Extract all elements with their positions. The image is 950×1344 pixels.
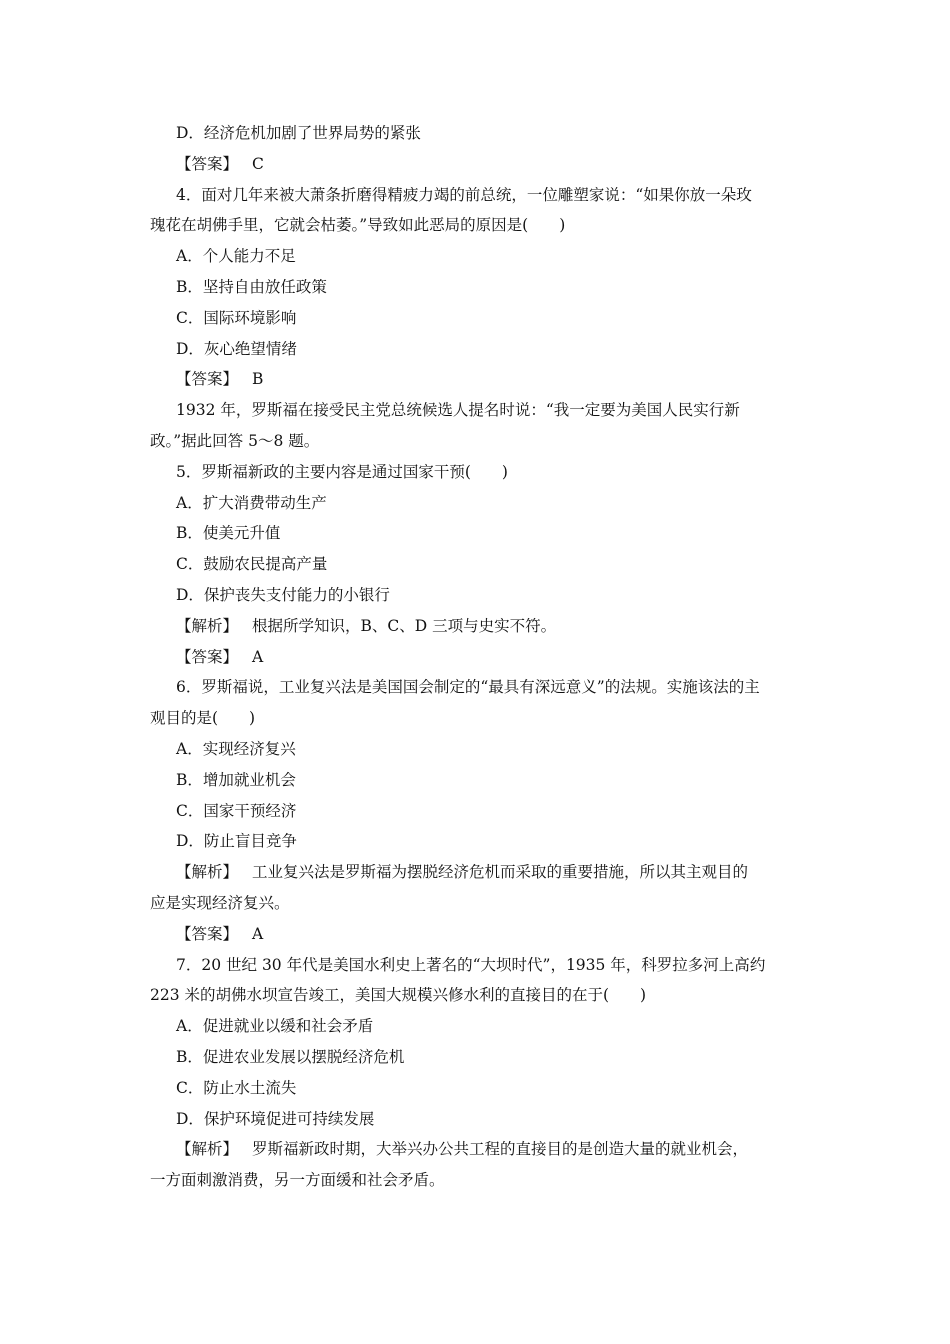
question-4-continuation: 瑰花在胡佛手里，它就会枯萎。”导致如此恶局的原因是( ) bbox=[150, 216, 566, 235]
question-4-line: 4．面对几年来被大萧条折磨得精疲力竭的前总统，一位雕塑家说：“如果你放一朵玫 bbox=[176, 185, 752, 204]
question-5-line: 5．罗斯福新政的主要内容是通过国家干预( ) bbox=[176, 462, 508, 481]
document-page bbox=[0, 118, 950, 1196]
option-line: D．保护丧失支付能力的小银行 bbox=[176, 585, 390, 604]
material-line: 1932 年，罗斯福在接受民主党总统候选人提名时说：“我一定要为美国人民实行新 bbox=[176, 401, 740, 420]
option-line: B．坚持自由放任政策 bbox=[176, 277, 327, 296]
option-line: D．保护环境促进可持续发展 bbox=[176, 1109, 375, 1128]
answer-tag: 【答案】 bbox=[176, 370, 239, 389]
question-6-line: 6．罗斯福说，工业复兴法是美国国会制定的“最具有深远意义”的法规。实施该法的主 bbox=[176, 678, 760, 697]
analysis-continuation: 应是实现经济复兴。 bbox=[150, 893, 290, 912]
analysis-tag: 【解析】 bbox=[176, 616, 239, 635]
option-line: D．灰心绝望情绪 bbox=[176, 339, 297, 358]
analysis-tag: 【解析】 bbox=[176, 863, 239, 882]
answer-tag: 【答案】 bbox=[176, 924, 239, 943]
answer-tag: 【答案】 bbox=[176, 647, 239, 666]
option-line: B．使美元升值 bbox=[176, 524, 281, 543]
option-line: B．促进农业发展以摆脱经济危机 bbox=[176, 1047, 405, 1066]
option-line: C．鼓励农民提高产量 bbox=[176, 555, 328, 574]
answer-line: 【答案】 A bbox=[176, 924, 264, 943]
analysis-continuation: 一方面刺激消费，另一方面缓和社会矛盾。 bbox=[150, 1171, 445, 1190]
option-line: A．实现经济复兴 bbox=[176, 739, 296, 758]
option-line: A．促进就业以缓和社会矛盾 bbox=[176, 1017, 374, 1036]
answer-tag: 【答案】 bbox=[176, 154, 239, 173]
answer-line: 【答案】 C bbox=[176, 154, 264, 173]
question-7-line: 7．20 世纪 30 年代是美国水利史上著名的“大坝时代”，1935 年，科罗拉多河上高约 bbox=[176, 955, 766, 974]
answer-line: 【答案】 B bbox=[176, 370, 264, 389]
answer-line: 【答案】 A bbox=[176, 647, 264, 666]
question-6-continuation: 观目的是( ) bbox=[150, 709, 256, 728]
option-line: A．扩大消费带动生产 bbox=[176, 493, 327, 512]
option-line: C．防止水土流失 bbox=[176, 1078, 297, 1097]
option-line: B．增加就业机会 bbox=[176, 770, 296, 789]
analysis-line: 【解析】 根据所学知识，B、C、D 三项与史实不符。 bbox=[176, 616, 557, 635]
option-line: C．国际环境影响 bbox=[176, 308, 297, 327]
analysis-tag: 【解析】 bbox=[176, 1140, 239, 1159]
question-7-continuation: 223 米的胡佛水坝宣告竣工，美国大规模兴修水利的直接目的在于( ) bbox=[150, 986, 647, 1005]
analysis-line: 【解析】 工业复兴法是罗斯福为摆脱经济危机而采取的重要措施，所以其主观目的 bbox=[176, 863, 749, 882]
option-line: D．防止盲目竞争 bbox=[176, 832, 297, 851]
option-line: D．经济危机加剧了世界局势的紧张 bbox=[176, 124, 421, 142]
analysis-line: 【解析】 罗斯福新政时期，大举兴办公共工程的直接目的是创造大量的就业机会， bbox=[176, 1140, 749, 1159]
material-continuation: 政。”据此回答 5～8 题。 bbox=[150, 431, 320, 450]
option-line: A．个人能力不足 bbox=[176, 247, 296, 266]
option-line: C．国家干预经济 bbox=[176, 801, 297, 820]
